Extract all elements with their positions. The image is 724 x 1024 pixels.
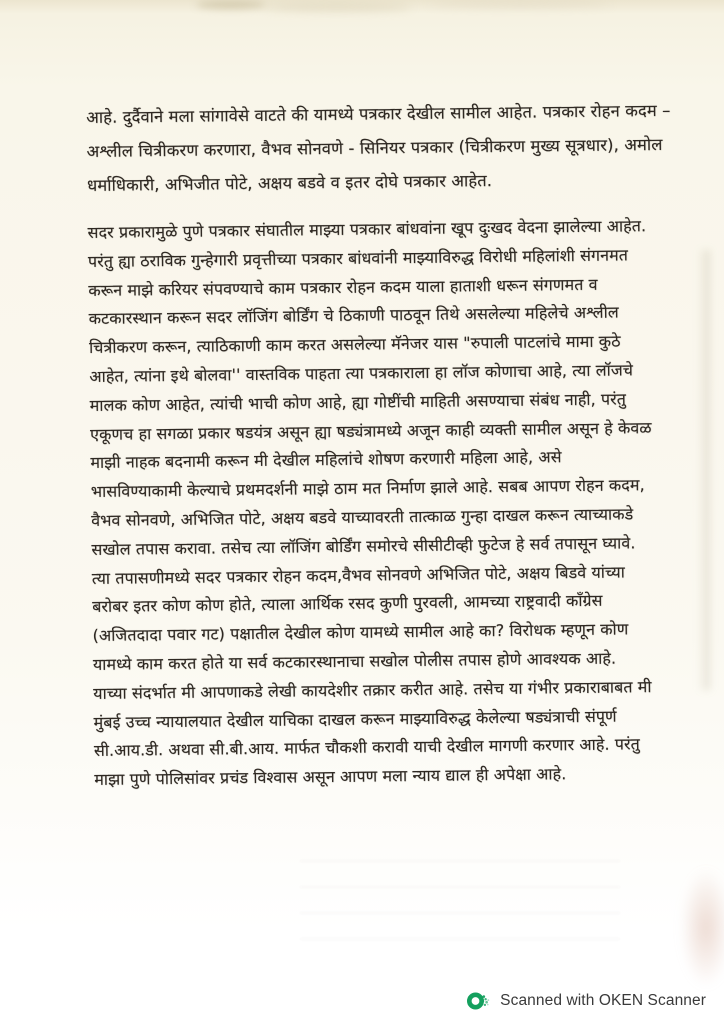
document-line: आहे. दुर्दैवाने मला सांगावेसे वाटते की यामध्ये पत्रकार देखील सामील आहेत. पत्रकार रोहन कदम – [86, 100, 671, 127]
oken-scanner-icon [466, 989, 490, 1013]
document-line: माझा पुणे पोलिसांवर प्रचंड विश्वास असून आपण मला न्याय द्याल ही अपेक्षा आहे. [94, 764, 567, 790]
document-line: सखोल तपास करावा. तसेच त्या लॉजिंग बोर्डिंग समोरचे सीसीटीव्ही फुटेज हे सर्व तपासून घ्यावे. [91, 533, 636, 559]
document-line: वैभव सोनवणे, अभिजित पोटे, अक्षय बडवे याच्यावरती तात्काळ गुन्हा दाखल करून त्याच्याकडे [91, 504, 634, 530]
document-line: करून माझे करियर संपवण्याचे काम पत्रकार रोहन कदम याला हाताशी धरून संगणमत व [88, 274, 598, 300]
scanner-watermark [466, 989, 706, 1013]
scan-bleedthrough [300, 860, 620, 960]
document-line: आहेत, त्यांना इथे बोलवा'' वास्तविक पाहता त्या पत्रकाराला हा लॉज कोणाचा आहे, त्या लॉजचे [89, 360, 634, 386]
scan-edge-shadow [698, 250, 710, 690]
document-line: अश्लील चित्रीकरण करणारा, वैभव सोनवणे - सिनियर पत्रकार (चित्रीकरण मुख्य सूत्रधार), अमोल [86, 134, 663, 161]
letter-body [86, 94, 671, 795]
scanner-watermark-text: Scanned with OKEN Scanner [500, 992, 706, 1009]
document-line: धर्माधिकारी, अभिजीत पोटे, अक्षय बडवे व इतर दोघे पत्रकार आहेत. [86, 171, 493, 195]
scan-artifact-stain [680, 868, 724, 988]
document-line: यामध्ये काम करत होते या सर्व कटकारस्थानाचा सखोल पोलीस तपास होणे आवश्यक आहे. [92, 648, 617, 674]
document-line: परंतु ह्या ठराविक गुन्हेगारी प्रवृत्तीच्या पत्रकार बांधवांनी माझ्याविरुद्ध विरोधी महिलांशी संगनमत [87, 245, 629, 271]
document-line: एकूणच हा सगळा प्रकार षडयंत्र असून ह्या षड्यंत्रामध्ये अजून काही व्यक्ती सामील असून हे केवळ [89, 417, 652, 444]
document-line: याच्या संदर्भात मी आपणाकडे लेखी कायदेशीर तक्रार करीत आहे. तसेच या गंभीर प्रकाराबाबत मी [93, 676, 652, 703]
document-line: भासविण्याकामी केल्याचे प्रथमदर्शनी माझे ठाम मत निर्माण झाले आहे. सबब आपण रोहन कदम, [90, 475, 645, 502]
scan-artifact-top-smudge [430, 0, 610, 7]
document-line: चित्रीकरण करून, त्याठिकाणी काम करत असलेल्या मॅनेजर यास "रुपाली पाटलांचे मामा कुठे [88, 331, 621, 358]
document-line: बरोबर इतर कोण कोण होते, त्याला आर्थिक रसद कुणी पुरवली, आमच्या राष्ट्रवादी काँग्रेस [92, 591, 603, 617]
document-line: मुंबई उच्च न्यायालयात देखील याचिका दाखल करून माझ्याविरुद्ध केलेल्या षड्यंत्राची संपूर्ण [93, 706, 617, 732]
document-line: सदर प्रकारामुळे पुणे पत्रकार संघातील माझ्या पत्रकार बांधवांना खूप दुःखद वेदना झालेल्या आहेत. [87, 216, 647, 242]
document-line: मालक कोण आहेत, त्यांची भाची कोण आहे, ह्या गोष्टींची माहिती असण्याचा संबंध नाही, परंतु [89, 389, 627, 415]
document-line: (अजितदादा पवार गट) पक्षातील देखील कोण यामध्ये सामील आहे का? विरोधक म्हणून कोण [92, 619, 629, 646]
paragraph [87, 212, 660, 795]
scan-artifact-top-smudge [196, 0, 266, 9]
paragraph [86, 94, 671, 203]
scan-artifact-top-smudge [262, 3, 412, 11]
document-line: माझी नाहक बदनामी करून मी देखील महिलांचे शोषण करणारी महिला आहे, असे [90, 447, 562, 473]
document-line: सी.आय.डी. अथवा सी.बी.आय. मार्फत चौकशी करावी याची देखील मागणी करणार आहे. परंतु [93, 734, 640, 761]
document-line: कटकारस्थान करून सदर लॉजिंग बोर्डिंग चे ठिकाणी पाठवून तिथे असलेल्या महिलेचे अश्लील [88, 302, 619, 329]
document-line: त्या तपासणीमध्ये सदर पत्रकार रोहन कदम,वैभव सोनवणे अभिजित पोटे, अक्षय बिडवे यांच्या [91, 562, 625, 588]
